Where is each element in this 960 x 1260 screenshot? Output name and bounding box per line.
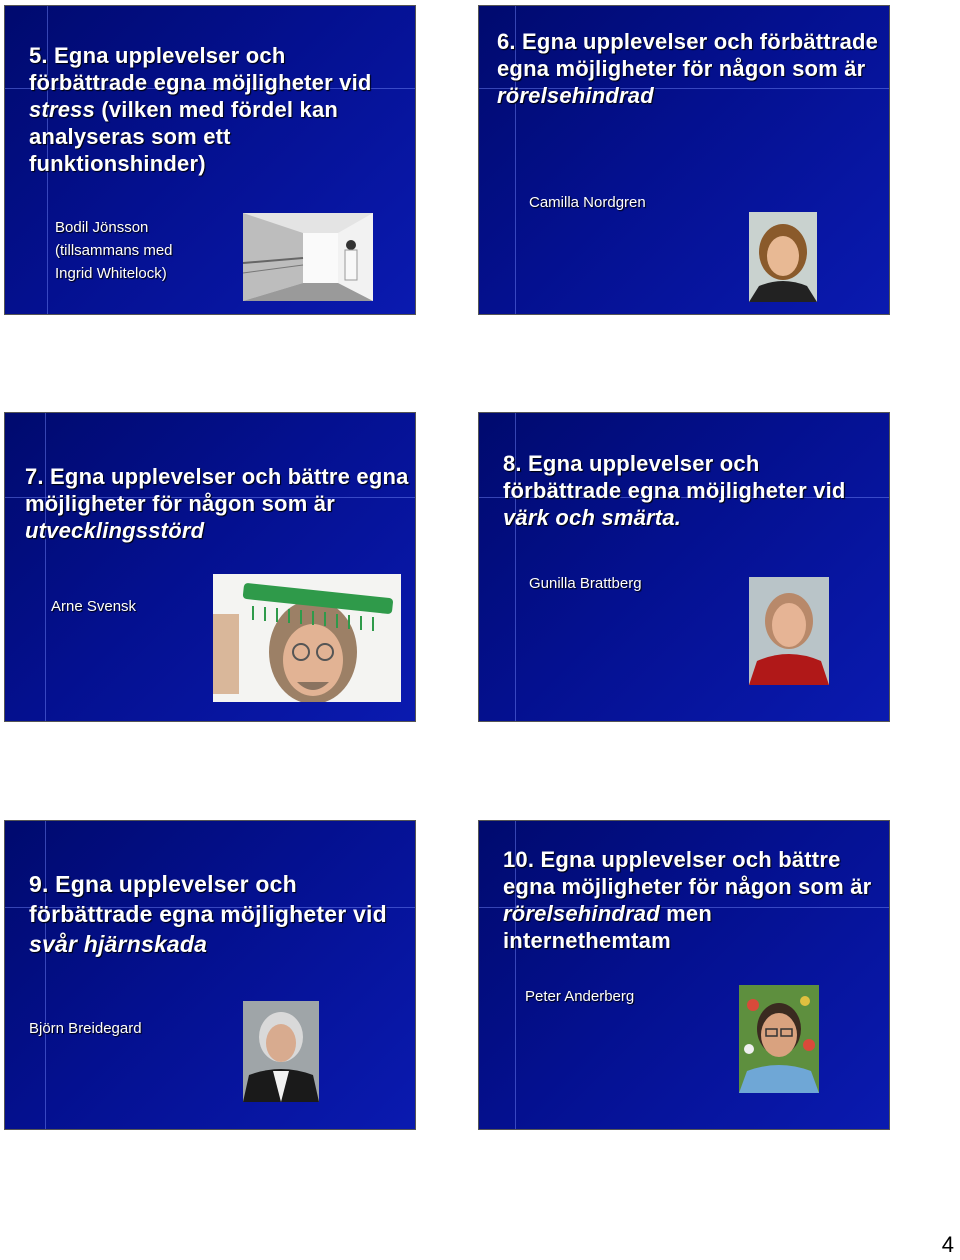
- slide-title: 5. Egna upplevelser och förbättrade egna möjligheter vid stress (vilken med fördel kan analyseras som ett funktionshinder): [29, 43, 372, 176]
- slide-8: [478, 412, 890, 722]
- portrait-photo: [739, 985, 819, 1093]
- slide-title: 8. Egna upplevelser och förbättrade egna möjligheter vid värk och smärta.: [503, 451, 846, 530]
- slide-title: 6. Egna upplevelser och förbättrade egna möjligheter för någon som är rörelsehindrad: [497, 29, 879, 108]
- slide-author: Gunilla Brattberg: [529, 575, 642, 592]
- slide-title: 7. Egna upplevelser och bättre egna möjligheter för någon som är utvecklingsstörd: [25, 464, 409, 543]
- page-number: 4: [941, 1232, 954, 1257]
- portrait-photo: [749, 212, 817, 302]
- slide-author: Arne Svensk: [51, 598, 137, 615]
- slide-author: Peter Anderberg: [525, 988, 635, 1005]
- slide-title: 10. Egna upplevelser och bättre egna möjligheter för någon som är rörelsehindrad men internethemtam: [503, 847, 872, 953]
- slide-7: [4, 412, 416, 722]
- slide-title: 9. Egna upplevelser och förbättrade egna möjligheter vid svår hjärnskada: [29, 871, 387, 957]
- slide-5: [4, 5, 416, 315]
- portrait-photo: [749, 577, 829, 685]
- slide-author: Camilla Nordgren: [529, 194, 646, 211]
- slide-10: [478, 820, 890, 1130]
- man-with-comb-photo: [213, 574, 401, 702]
- slide-9: [4, 820, 416, 1130]
- slide-author: Bodil Jönsson (tillsammans med Ingrid Whitelock): [55, 219, 173, 282]
- portrait-photo: [243, 1001, 319, 1102]
- slide-6: [478, 5, 890, 315]
- slide-author: Björn Breidegard: [29, 1020, 142, 1037]
- hospital-corridor-photo: [243, 213, 373, 301]
